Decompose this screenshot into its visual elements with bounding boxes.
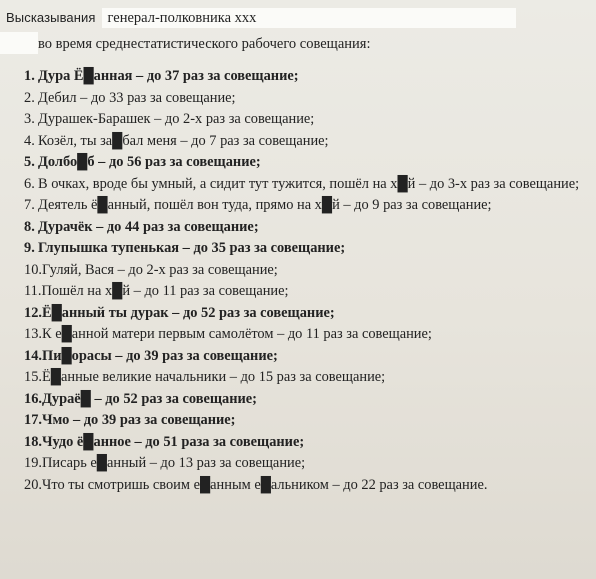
list-item bbox=[24, 303, 586, 325]
list-item bbox=[24, 281, 586, 303]
list-item-text: Ё█анные великие начальники – до 15 раз за совещание; bbox=[42, 369, 386, 385]
list-item bbox=[24, 260, 586, 282]
list-item-number: 6. bbox=[24, 175, 35, 192]
list-item bbox=[24, 432, 586, 454]
list-item-number: 20. bbox=[24, 476, 42, 493]
list-item-text: Ё█анный ты дурак – до 52 раз за совещание; bbox=[42, 304, 335, 321]
list-item bbox=[24, 475, 586, 497]
list-item-text: К е█анной матери первым самолётом – до 11 раз за совещание; bbox=[42, 326, 432, 342]
list-item-text: Гуляй, Вася – до 2-х раз за совещание; bbox=[42, 261, 278, 278]
list-item bbox=[24, 174, 586, 196]
list-item-number: 14. bbox=[24, 347, 42, 364]
list-item-number: 1. bbox=[24, 68, 35, 84]
list-item bbox=[24, 238, 586, 260]
redaction-box bbox=[0, 32, 38, 54]
list-item-number: 12. bbox=[24, 304, 42, 321]
list-item-number: 2. bbox=[24, 89, 35, 106]
redacted-author-field bbox=[102, 8, 516, 28]
list-item-number: 11. bbox=[24, 283, 42, 299]
header-line-2 bbox=[38, 34, 371, 54]
list-item bbox=[24, 88, 586, 110]
list-item-text: Что ты смотришь своим е█анным е█альником – до 22 раз за совещание. bbox=[42, 476, 488, 493]
list-item-number: 9. bbox=[24, 240, 35, 256]
list-item-text: Глупышка тупенькая – до 35 раз за совещание; bbox=[38, 240, 346, 256]
list-item-number: 17. bbox=[24, 412, 42, 428]
header-subtitle: во время среднестатистического рабочего совещания: bbox=[38, 36, 371, 52]
list-item-number: 3. bbox=[24, 111, 35, 127]
list-item-text: Долбо█б – до 56 раз за совещание; bbox=[38, 154, 261, 170]
list-item bbox=[24, 410, 586, 432]
list-item-text: Козёл, ты за█бал меня – до 7 раз за совещание; bbox=[38, 132, 329, 149]
list-item bbox=[24, 346, 586, 368]
author-name: генерал-полковника xxx bbox=[107, 10, 257, 26]
list-item-text: Дурашек-Барашек – до 2-х раз за совещание; bbox=[38, 111, 315, 127]
list-item bbox=[24, 367, 586, 389]
list-item-number: 18. bbox=[24, 433, 42, 450]
list-item-number: 13. bbox=[24, 326, 42, 342]
list-item-number: 16. bbox=[24, 390, 42, 407]
header-label: Высказывания bbox=[6, 10, 96, 25]
list-item-text: Дурачёк – до 44 раз за совещание; bbox=[38, 218, 259, 235]
list-item-text: Чмо – до 39 раз за совещание; bbox=[42, 412, 236, 428]
list-item-number: 5. bbox=[24, 154, 35, 170]
list-item-text: Пи█орасы – до 39 раз за совещание; bbox=[42, 347, 278, 364]
list-item bbox=[24, 324, 586, 346]
list-item-number: 8. bbox=[24, 218, 35, 235]
list-item-text: В очках, вроде бы умный, а сидит тут тужится, пошёл на х█й – до 3-х раз за совещание; bbox=[38, 175, 580, 192]
list-item bbox=[24, 131, 586, 153]
header-line-1 bbox=[6, 8, 516, 28]
list-item-text: Деятель ё█анный, пошёл вон туда, прямо на х█й – до 9 раз за совещание; bbox=[38, 197, 492, 213]
list-item-number: 7. bbox=[24, 197, 35, 213]
list-item bbox=[24, 152, 586, 174]
list-item-number: 15. bbox=[24, 369, 42, 385]
list-item bbox=[24, 217, 586, 239]
list-item-text: Пошёл на х█й – до 11 раз за совещание; bbox=[41, 283, 289, 299]
list-item bbox=[24, 109, 586, 131]
list-item-number: 10. bbox=[24, 261, 42, 278]
list-item-text: Дураё█ – до 52 раз за совещание; bbox=[42, 390, 257, 407]
list-item-text: Дура Ё█анная – до 37 раз за совещание; bbox=[38, 68, 299, 84]
list-item bbox=[24, 195, 586, 217]
list-item-number: 19. bbox=[24, 455, 42, 471]
list-item-number: 4. bbox=[24, 132, 35, 149]
list-item-text: Чудо ё█анное – до 51 раза за совещание; bbox=[42, 433, 305, 450]
list-item-text: Писарь е█анный – до 13 раз за совещание; bbox=[42, 455, 306, 471]
quote-list bbox=[24, 66, 586, 496]
list-item bbox=[24, 66, 586, 88]
list-item-text: Дебил – до 33 раз за совещание; bbox=[38, 89, 236, 106]
list-item bbox=[24, 453, 586, 475]
list-item bbox=[24, 389, 586, 411]
